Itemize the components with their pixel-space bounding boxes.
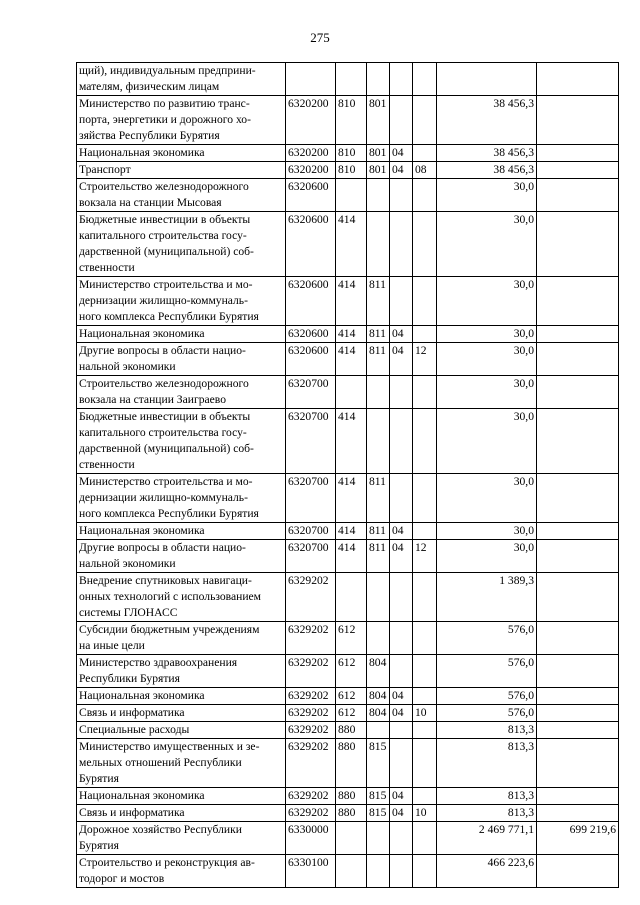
section-cell [390, 573, 413, 622]
amount-cell: 813,3 [437, 722, 537, 739]
target-code-cell: 6320700 [286, 409, 336, 474]
row-name-cell: Транспорт [77, 162, 286, 179]
amount-extra-cell [537, 573, 619, 622]
row-name-cell: Строительство железнодорожного вокзала на станции Заиграево [77, 376, 286, 409]
amount-cell: 30,0 [437, 277, 537, 326]
subsection-cell [413, 688, 437, 705]
amount-cell: 576,0 [437, 622, 537, 655]
target-code-cell: 6329202 [286, 622, 336, 655]
table-row [77, 739, 619, 788]
target-code-cell: 6320600 [286, 326, 336, 343]
amount-extra-cell [537, 474, 619, 523]
amount-cell: 813,3 [437, 805, 537, 822]
subsection-cell [413, 409, 437, 474]
expense-type-cell [336, 63, 367, 96]
target-code-cell: 6329202 [286, 722, 336, 739]
row-name-cell: Национальная экономика [77, 523, 286, 540]
target-code-cell: 6320600 [286, 179, 336, 212]
subsection-cell [413, 788, 437, 805]
section-cell: 04 [390, 523, 413, 540]
expense-type-cell [336, 179, 367, 212]
ministry-code-cell: 815 [367, 805, 390, 822]
table-row [77, 277, 619, 326]
ministry-code-cell: 804 [367, 705, 390, 722]
subsection-cell [413, 145, 437, 162]
target-code-cell: 6330000 [286, 822, 336, 855]
amount-cell: 30,0 [437, 523, 537, 540]
expense-type-cell: 414 [336, 523, 367, 540]
subsection-cell [413, 822, 437, 855]
subsection-cell [413, 63, 437, 96]
amount-cell: 30,0 [437, 343, 537, 376]
ministry-code-cell [367, 63, 390, 96]
table-row [77, 474, 619, 523]
amount-cell: 813,3 [437, 739, 537, 788]
section-cell [390, 277, 413, 326]
target-code-cell: 6329202 [286, 805, 336, 822]
expense-type-cell: 414 [336, 326, 367, 343]
section-cell: 04 [390, 788, 413, 805]
amount-cell: 2 469 771,1 [437, 822, 537, 855]
ministry-code-cell [367, 822, 390, 855]
table-row [77, 179, 619, 212]
subsection-cell: 10 [413, 705, 437, 722]
row-name-cell: Национальная экономика [77, 145, 286, 162]
amount-cell: 30,0 [437, 326, 537, 343]
table-row [77, 63, 619, 96]
expense-type-cell: 880 [336, 788, 367, 805]
amount-extra-cell [537, 855, 619, 888]
amount-extra-cell [537, 212, 619, 277]
amount-extra-cell [537, 376, 619, 409]
section-cell [390, 409, 413, 474]
section-cell: 04 [390, 145, 413, 162]
ministry-code-cell: 801 [367, 162, 390, 179]
row-name-cell: Субсидии бюджетным учреждениям на иные цели [77, 622, 286, 655]
target-code-cell: 6329202 [286, 688, 336, 705]
section-cell [390, 376, 413, 409]
amount-extra-cell [537, 805, 619, 822]
target-code-cell: 6329202 [286, 788, 336, 805]
ministry-code-cell: 801 [367, 145, 390, 162]
row-name-cell: Специальные расходы [77, 722, 286, 739]
table-row [77, 855, 619, 888]
ministry-code-cell: 815 [367, 788, 390, 805]
ministry-code-cell: 811 [367, 474, 390, 523]
table-row [77, 622, 619, 655]
amount-extra-cell [537, 326, 619, 343]
ministry-code-cell [367, 376, 390, 409]
target-code-cell: 6320200 [286, 96, 336, 145]
ministry-code-cell: 804 [367, 655, 390, 688]
subsection-cell [413, 722, 437, 739]
row-name-cell: Национальная экономика [77, 788, 286, 805]
table-row [77, 688, 619, 705]
amount-cell: 38 456,3 [437, 145, 537, 162]
section-cell [390, 739, 413, 788]
row-name-cell: Внедрение спутниковых навигаци- онных технологий с использованием системы ГЛОНАСС [77, 573, 286, 622]
amount-cell: 576,0 [437, 705, 537, 722]
amount-cell [437, 63, 537, 96]
row-name-cell: Связь и информатика [77, 705, 286, 722]
amount-cell: 813,3 [437, 788, 537, 805]
section-cell [390, 63, 413, 96]
table-row [77, 705, 619, 722]
subsection-cell: 12 [413, 540, 437, 573]
ministry-code-cell: 811 [367, 326, 390, 343]
row-name-cell: Министерство здравоохранения Республики Бурятия [77, 655, 286, 688]
amount-extra-cell [537, 655, 619, 688]
amount-cell: 466 223,6 [437, 855, 537, 888]
table-row [77, 409, 619, 474]
expense-type-cell: 612 [336, 705, 367, 722]
expense-type-cell [336, 855, 367, 888]
expense-type-cell: 414 [336, 277, 367, 326]
section-cell [390, 822, 413, 855]
subsection-cell: 10 [413, 805, 437, 822]
table-row [77, 573, 619, 622]
expense-type-cell: 612 [336, 622, 367, 655]
target-code-cell: 6320200 [286, 162, 336, 179]
target-code-cell: 6329202 [286, 705, 336, 722]
ministry-code-cell [367, 722, 390, 739]
target-code-cell: 6329202 [286, 655, 336, 688]
amount-extra-cell [537, 540, 619, 573]
ministry-code-cell: 811 [367, 540, 390, 573]
row-name-cell: Бюджетные инвестиции в объекты капитального строительства госу- дарственной (муниципальной) соб- ственности [77, 409, 286, 474]
row-name-cell: Министерство строительства и мо- дернизации жилищно-коммуналь- ного комплекса Республики Бурятия [77, 277, 286, 326]
target-code-cell: 6320700 [286, 540, 336, 573]
table-row [77, 162, 619, 179]
budget-table [76, 62, 619, 888]
amount-extra-cell [537, 788, 619, 805]
table-row [77, 805, 619, 822]
subsection-cell [413, 96, 437, 145]
table-row [77, 788, 619, 805]
subsection-cell [413, 212, 437, 277]
section-cell [390, 855, 413, 888]
subsection-cell [413, 326, 437, 343]
section-cell [390, 722, 413, 739]
expense-type-cell [336, 573, 367, 622]
row-name-cell: Строительство и реконструкция ав- тодорог и мостов [77, 855, 286, 888]
amount-extra-cell [537, 96, 619, 145]
amount-extra-cell [537, 162, 619, 179]
expense-type-cell: 880 [336, 805, 367, 822]
row-name-cell: Дорожное хозяйство Республики Бурятия [77, 822, 286, 855]
subsection-cell [413, 179, 437, 212]
amount-cell: 30,0 [437, 540, 537, 573]
row-name-cell: Связь и информатика [77, 805, 286, 822]
table-row [77, 540, 619, 573]
table-row [77, 655, 619, 688]
section-cell: 04 [390, 805, 413, 822]
row-name-cell: щий), индивидуальным предприни- мателям, физическим лицам [77, 63, 286, 96]
target-code-cell [286, 63, 336, 96]
amount-extra-cell [537, 63, 619, 96]
amount-extra-cell [537, 145, 619, 162]
row-name-cell: Национальная экономика [77, 326, 286, 343]
row-name-cell: Министерство имущественных и зе- мельных отношений Республики Бурятия [77, 739, 286, 788]
ministry-code-cell: 815 [367, 739, 390, 788]
ministry-code-cell: 811 [367, 523, 390, 540]
expense-type-cell [336, 822, 367, 855]
amount-cell: 30,0 [437, 212, 537, 277]
section-cell: 04 [390, 326, 413, 343]
section-cell: 04 [390, 705, 413, 722]
target-code-cell: 6320200 [286, 145, 336, 162]
ministry-code-cell: 811 [367, 343, 390, 376]
subsection-cell [413, 523, 437, 540]
expense-type-cell: 810 [336, 162, 367, 179]
amount-extra-cell [537, 688, 619, 705]
subsection-cell: 08 [413, 162, 437, 179]
amount-cell: 30,0 [437, 179, 537, 212]
target-code-cell: 6330100 [286, 855, 336, 888]
row-name-cell: Другие вопросы в области нацио- нальной экономики [77, 540, 286, 573]
target-code-cell: 6320700 [286, 474, 336, 523]
table-row [77, 326, 619, 343]
target-code-cell: 6320700 [286, 523, 336, 540]
amount-extra-cell [537, 622, 619, 655]
subsection-cell [413, 855, 437, 888]
expense-type-cell: 414 [336, 474, 367, 523]
section-cell [390, 655, 413, 688]
amount-extra-cell [537, 722, 619, 739]
amount-extra-cell [537, 739, 619, 788]
amount-cell: 30,0 [437, 376, 537, 409]
section-cell [390, 179, 413, 212]
table-row [77, 343, 619, 376]
section-cell: 04 [390, 343, 413, 376]
expense-type-cell [336, 376, 367, 409]
ministry-code-cell: 801 [367, 96, 390, 145]
section-cell [390, 96, 413, 145]
amount-cell: 30,0 [437, 474, 537, 523]
table-row [77, 523, 619, 540]
row-name-cell: Министерство по развитию транс- порта, энергетики и дорожного хо- зяйства Республики Бурятия [77, 96, 286, 145]
ministry-code-cell [367, 573, 390, 622]
expense-type-cell: 880 [336, 739, 367, 788]
ministry-code-cell: 811 [367, 277, 390, 326]
table-row [77, 212, 619, 277]
expense-type-cell: 414 [336, 212, 367, 277]
target-code-cell: 6320600 [286, 343, 336, 376]
row-name-cell: Национальная экономика [77, 688, 286, 705]
amount-extra-cell [537, 705, 619, 722]
expense-type-cell: 880 [336, 722, 367, 739]
section-cell: 04 [390, 162, 413, 179]
expense-type-cell: 810 [336, 145, 367, 162]
target-code-cell: 6320600 [286, 277, 336, 326]
subsection-cell [413, 573, 437, 622]
ministry-code-cell [367, 855, 390, 888]
expense-type-cell: 810 [336, 96, 367, 145]
subsection-cell [413, 474, 437, 523]
expense-type-cell: 414 [336, 540, 367, 573]
amount-cell: 38 456,3 [437, 162, 537, 179]
subsection-cell [413, 376, 437, 409]
section-cell: 04 [390, 540, 413, 573]
section-cell [390, 474, 413, 523]
amount-cell: 30,0 [437, 409, 537, 474]
amount-extra-cell [537, 343, 619, 376]
amount-cell: 38 456,3 [437, 96, 537, 145]
amount-extra-cell [537, 409, 619, 474]
expense-type-cell: 612 [336, 688, 367, 705]
ministry-code-cell [367, 179, 390, 212]
amount-cell: 1 389,3 [437, 573, 537, 622]
amount-extra-cell: 699 219,6 [537, 822, 619, 855]
table-row [77, 96, 619, 145]
section-cell: 04 [390, 688, 413, 705]
amount-cell: 576,0 [437, 655, 537, 688]
subsection-cell [413, 622, 437, 655]
ministry-code-cell [367, 212, 390, 277]
row-name-cell: Бюджетные инвестиции в объекты капитального строительства госу- дарственной (муниципальной) соб- ственности [77, 212, 286, 277]
section-cell [390, 212, 413, 277]
ministry-code-cell: 804 [367, 688, 390, 705]
expense-type-cell: 414 [336, 343, 367, 376]
subsection-cell [413, 277, 437, 326]
row-name-cell: Строительство железнодорожного вокзала на станции Мысовая [77, 179, 286, 212]
target-code-cell: 6320700 [286, 376, 336, 409]
amount-cell: 576,0 [437, 688, 537, 705]
table-row [77, 722, 619, 739]
target-code-cell: 6329202 [286, 739, 336, 788]
amount-extra-cell [537, 277, 619, 326]
table-row [77, 822, 619, 855]
target-code-cell: 6329202 [286, 573, 336, 622]
row-name-cell: Министерство строительства и мо- дернизации жилищно-коммуналь- ного комплекса Республики Бурятия [77, 474, 286, 523]
target-code-cell: 6320600 [286, 212, 336, 277]
amount-extra-cell [537, 523, 619, 540]
section-cell [390, 622, 413, 655]
expense-type-cell: 414 [336, 409, 367, 474]
expense-type-cell: 612 [336, 655, 367, 688]
table-row [77, 145, 619, 162]
ministry-code-cell [367, 409, 390, 474]
subsection-cell [413, 739, 437, 788]
page-number: 275 [310, 30, 330, 45]
amount-extra-cell [537, 179, 619, 212]
ministry-code-cell [367, 622, 390, 655]
subsection-cell: 12 [413, 343, 437, 376]
row-name-cell: Другие вопросы в области нацио- нальной экономики [77, 343, 286, 376]
subsection-cell [413, 655, 437, 688]
table-row [77, 376, 619, 409]
